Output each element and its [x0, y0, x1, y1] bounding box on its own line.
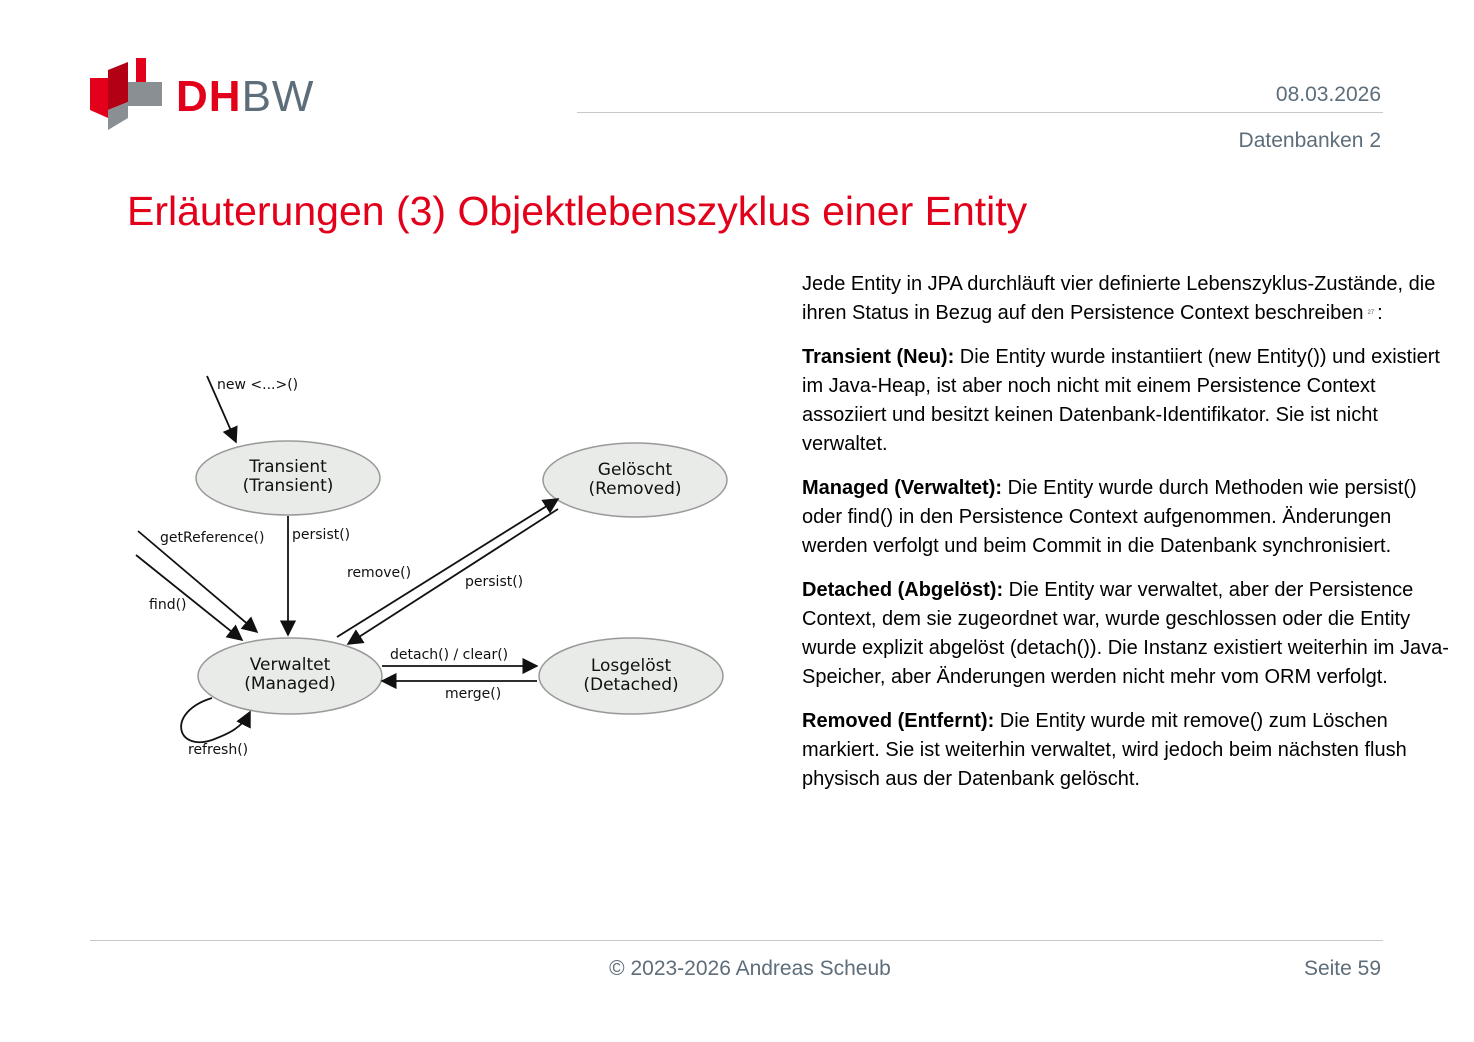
- explanation-text: [802, 270, 1450, 809]
- page-number: Seite 59: [1303, 957, 1381, 980]
- header-divider: [577, 112, 1383, 113]
- paragraph-removed: Removed (Entfernt): Die Entity wurde mit remove() zum Löschen markiert. Sie ist weiterhin verwaltet, wird jedoch beim nächsten flush physisch aus der Datenbank gelöscht.: [802, 710, 1407, 791]
- course-name: Datenbanken 2: [1238, 129, 1381, 152]
- label-refresh: refresh(): [188, 742, 249, 758]
- label-find: find(): [149, 597, 187, 613]
- slide-date: 08.03.2026: [1275, 83, 1381, 106]
- copyright: © 2023-2026 Andreas Scheub: [609, 957, 891, 980]
- label-detach-clear: detach() / clear(): [390, 647, 509, 663]
- state-transient-label: Transient: [249, 457, 327, 477]
- state-detached: [539, 638, 723, 714]
- paragraph-managed: Managed (Verwaltet): Die Entity wurde durch Methoden wie persist() oder find() in den Persistence Context aufgenommen. Änderungen werden verfolgt und beim Commit in die Datenbank synchronisiert.: [802, 477, 1417, 558]
- arrow-get-reference: [138, 531, 257, 632]
- entity-lifecycle-diagram: [130, 360, 750, 770]
- label-remove: remove(): [347, 565, 412, 581]
- term-managed: Managed (Verwaltet):: [802, 477, 1003, 500]
- term-detached: Detached (Abgelöst):: [802, 579, 1004, 602]
- slide-title: Erläuterungen (3) Objektlebenszyklus einer Entity: [127, 188, 1028, 234]
- state-detached-sublabel: (Detached): [583, 675, 679, 695]
- state-managed-label: Verwaltet: [249, 655, 331, 675]
- state-transient: [196, 441, 380, 515]
- intro-paragraph: Jede Entity in JPA durchläuft vier definierte Lebenszyklus-Zustände, die ihren Status in Bezug auf den Persistence Context beschreiben 27 :: [802, 273, 1436, 324]
- term-transient: Transient (Neu):: [802, 346, 955, 369]
- paragraph-transient: Transient (Neu): Die Entity wurde instantiiert (new Entity()) und existiert im Java-Heap, ist aber noch nicht mit einem Persistence Context assoziiert und besitzt keinen Datenbank-Identifikator. Sie ist nicht verwaltet.: [802, 346, 1440, 456]
- state-transient-sublabel: (Transient): [242, 476, 334, 496]
- state-removed-sublabel: (Removed): [588, 479, 682, 499]
- footnote-ref: 27: [1367, 310, 1375, 317]
- label-new: new <...>(): [217, 377, 299, 393]
- state-detached-label: Losgelöst: [590, 656, 672, 676]
- state-managed-sublabel: (Managed): [244, 674, 336, 694]
- state-removed-label: Gelöscht: [597, 460, 673, 480]
- term-removed: Removed (Entfernt):: [802, 710, 995, 733]
- footer-divider: [90, 940, 1383, 941]
- label-merge: merge(): [445, 686, 502, 702]
- label-persist-transient: persist(): [292, 527, 351, 543]
- label-persist-removed: persist(): [465, 574, 524, 590]
- label-get-reference: getReference(): [160, 530, 265, 546]
- state-managed: [198, 638, 382, 714]
- logo-wordmark: DHBW: [176, 72, 315, 121]
- paragraph-detached: Detached (Abgelöst): Die Entity war verwaltet, aber der Persistence Context, dem sie zugeordnet war, wurde geschlossen oder die Entity wurde explizit abgelöst (detach()). Die Instanz existiert weiterhin im Java-Speicher, aber Änderungen werden nicht mehr vom ORM verfolgt.: [802, 579, 1449, 689]
- state-removed: [543, 443, 727, 517]
